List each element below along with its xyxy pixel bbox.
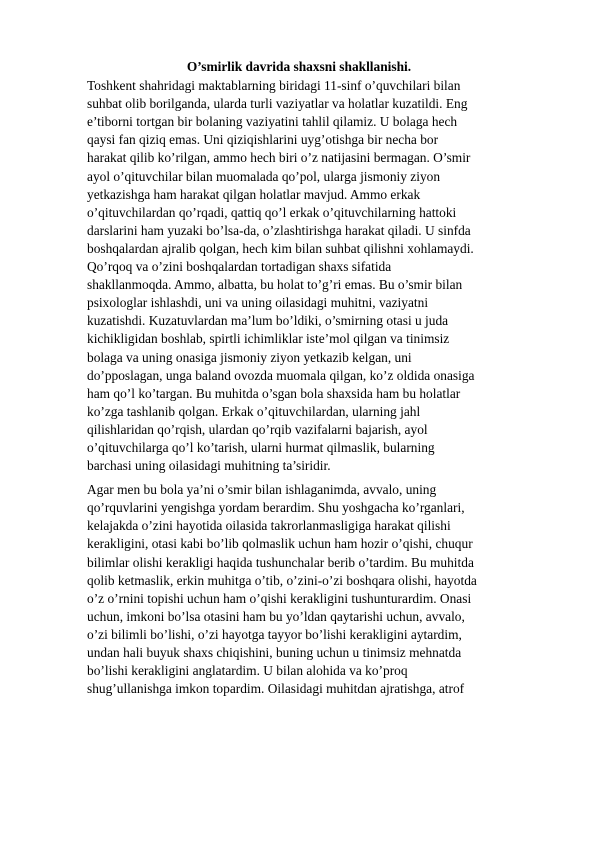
paragraph: Toshkent shahridagi maktablarning biridagi 11-sinf o’quvchilari bilan suhbat olib borilganda, ularda turli vaziyatlar va holatlar kuzatildi. Eng e’tiborni tortgan bir bolaning vaziyatini tahlil qilamiz. U bolaga hech qaysi fan qiziq emas. Uni qiziqishlarini uyg’otishga bir necha bor harakat qilib ko’rilgan, ammo hech biri o’z natijasini bermagan. O’smir ayol o’qituvchilar bilan muomalada qo’pol, ularga jismoniy ziyon yetkazishga ham harakat qilgan holatlar mavjud. Ammo erkak o’qituvchilardan qo’rqadi, qattiq qo’l erkak o’qituvchilarning hattoki darslarini ham yuzaki bo’lsa-da, o’zlashtirishga harakat qiladi. U sinfda boshqalardan ajralib qolgan, hech kim bilan suhbat qilishni xohlamaydi. Qo’rqoq va o’zini boshqalardan tortadigan shaxs sifatida shakllanmoqda. Ammo, albatta, bu holat to’g’ri emas. Bu o’smir bilan psixologlar ishlashdi, uni va uning oilasidagi muhitni, vaziyatni kuzatishdi. Kuzatuvlardan ma’lum bo’ldiki, o’smirning otasi u juda kichikligidan boshlab, spirtli ichimliklar iste’mol qilgan va tinimsiz bolaga va uning onasiga jismoniy ziyon yetkazib kelgan, uni do’pposlagan, unga baland ovozda muomala qilgan, ko’z oldida onasiga ham qo’l ko’targan. Bu muhitda o’sgan bola shaxsida ham bu holatlar ko’zga tashlanib qolgan. Erkak o’qituvchilardan, ularning jahl qilishlaridan qo’rqish, ulardan qo’rqib vazifalarni bajarish, ayol o’qituvchilarga qo’l ko’tarish, ularni hurmat qilmaslik, bularning barchasi uning oilasidagi muhitning ta’siridir. <box>87 78 475 474</box>
paragraph: Agar men bu bola ya’ni o’smir bilan ishlaganimda, avvalo, uning qo’rquvlarini yengishga yordam berardim. Shu yoshgacha ko’rganlari, kelajakda o’zini hayotida oilasida takrorlanmasligiga harakat qilishi kerakligini, otasi kabi bo’lib qolmaslik uchun ham hozir o’qishi, chuqur bilimlar olishi kerakligi haqida tushunchalar berib o’tardim. Bu muhitda qolib ketmaslik, erkin muhitga o’tib, o’zini-o’zi boshqara olishi, hayotda o’z o’rnini topishi uchun ham o’qishi kerakligini tushunturardim. Onasi uchun, imkoni bo’lsa otasini ham bu yo’ldan qaytarishi uchun, avvalo, o’zi bilimli bo’lishi, o’zi hayotga tayyor bo’lishi kerakligini aytardim, undan hali buyuk shaxs chiqishini, buning uchun u tinimsiz mehnatda bo’lishi kerakligini anglatardim. U bilan alohida va ko’proq shug’ullanishga imkon topardim. Oilasidagi muhitdan ajratishga, atrof <box>87 482 477 697</box>
document-body <box>87 58 511 698</box>
document-title: O’smirlik davrida shaxsni shakllanishi. <box>186 59 412 74</box>
